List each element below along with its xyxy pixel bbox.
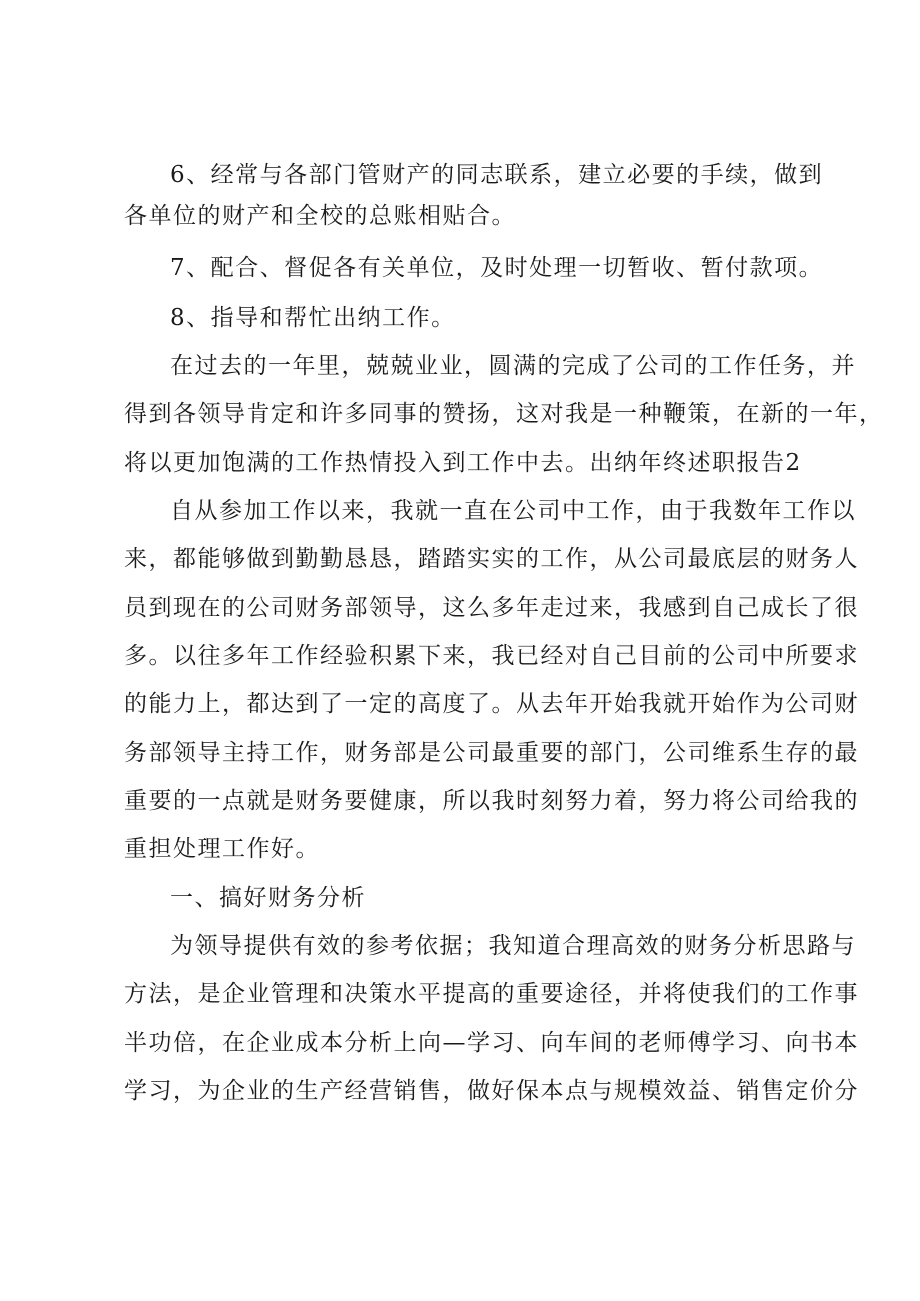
text-line-19: 半功倍，在企业成本分析上向—学习、向车间的老师傅学习、向书本 [124,1030,859,1056]
text-line-11: 多。以往多年工作经验积累下来，我已经对自己目前的公司中所要求 [124,643,859,669]
text-line-5: 在过去的一年里，兢兢业业，圆满的完成了公司的工作任务，并 [170,353,856,379]
text-line-2: 各单位的财产和全校的总账相贴合。 [124,203,516,229]
text-line-1: 6、经常与各部门管财产的同志联系，建立必要的手续，做到 [170,162,824,188]
text-line-3: 7、配合、督促各有关单位，及时处理一切暂收、暂付款项。 [170,255,824,281]
text-line-15: 重担处理工作好。 [124,836,320,862]
section-heading: 一、搞好财务分析 [170,885,366,911]
text-line-20: 学习，为企业的生产经营销售，做好保本点与规模效益、销售定价分 [124,1078,859,1104]
text-line-7: 将以更加饱满的工作热情投入到工作中去。出纳年终述职报告2 [124,450,802,476]
text-line-4: 8、指导和帮忙出纳工作。 [170,305,456,331]
text-line-17: 为领导提供有效的参考依据；我知道合理高效的财务分析思路与 [170,933,856,959]
text-line-6: 得到各领导肯定和许多同事的赞扬，这对我是一种鞭策，在新的一年， [124,401,884,427]
text-line-13: 务部领导主持工作，财务部是公司最重要的部门，公司维系生存的最 [124,740,859,766]
text-line-18: 方法，是企业管理和决策水平提高的重要途径，并将使我们的工作事 [124,981,859,1007]
text-line-10: 员到现在的公司财务部领导，这么多年走过来，我感到自己成长了很 [124,595,859,621]
text-line-8: 自从参加工作以来，我就一直在公司中工作，由于我数年工作以 [170,498,856,524]
text-line-12: 的能力上，都达到了一定的高度了。从去年开始我就开始作为公司财 [124,691,859,717]
text-line-9: 来，都能够做到勤勤恳恳，踏踏实实的工作，从公司最底层的财务人 [124,546,859,572]
text-line-14: 重要的一点就是财务要健康，所以我时刻努力着，努力将公司给我的 [124,788,859,814]
